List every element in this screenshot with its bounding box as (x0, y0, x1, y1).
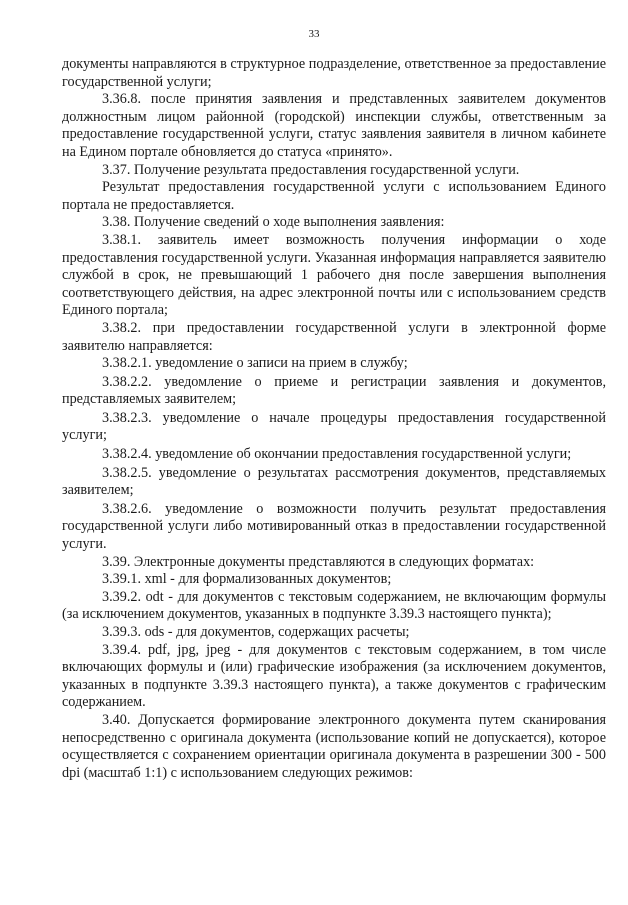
paragraph-3-38: 3.38. Получение сведений о ходе выполнения заявления: (102, 214, 445, 231)
page-body (62, 56, 606, 782)
paragraph-3-39-4: 3.39.4. pdf, jpg, jpeg - для документов с текстовым содержанием, в том числе включающих формулы и (или) графические изображения (за исключением документов, указанных в подпункте 3.39.3 настоящего пункта), а также документов с графическим содержанием. (62, 641, 606, 711)
paragraph-3-38-2-1: 3.38.2.1. уведомление о записи на прием в службу; (102, 355, 408, 372)
paragraph-3-38-2-4: 3.38.2.4. уведомление об окончании предоставления государственной услуги; (102, 446, 572, 463)
paragraph-3-38-2: 3.38.2. при предоставлении государственной услуги в электронной форме заявителю направляется: (62, 319, 606, 354)
paragraph-3-39-2: 3.39.2. odt - для документов с текстовым содержанием, не включающим формулы (за исключением документов, указанных в подпункте 3.39.3 настоящего пункта); (62, 588, 606, 623)
paragraph-3-38-2-2: 3.38.2.2. уведомление о приеме и регистрации заявления и документов, представляемых заявителем; (62, 373, 606, 408)
paragraph-3-40: 3.40. Допускается формирование электронного документа путем сканирования непосредственно с оригинала документа (использование копий не допускается), которое осуществляется с сохранением ориентации оригинала документа в разрешении 300 - 500 dpi (масштаб 1:1) с использованием следующих режимов: (62, 711, 606, 781)
paragraph-result: Результат предоставления государственной услуги с использованием Единого портала не предоставляется. (62, 179, 606, 213)
paragraph-3-37: 3.37. Получение результата предоставления государственной услуги. (102, 161, 520, 178)
paragraph: документы направляются в структурное подразделение, ответственное за предоставление государственной услуги; (62, 56, 606, 90)
paragraph-3-38-2-6: 3.38.2.6. уведомление о возможности получить результат предоставления государственной услуги либо мотивированный отказ в предоставлении государственной услуги. (62, 500, 606, 553)
page-number: 33 (308, 28, 320, 40)
paragraph-3-39-1: 3.39.1. xml - для формализованных документов; (102, 571, 392, 588)
paragraph-3-38-2-5: 3.38.2.5. уведомление о результатах рассмотрения документов, представляемых заявителем; (62, 464, 606, 499)
paragraph-3-39-3: 3.39.3. ods - для документов, содержащих расчеты; (102, 624, 410, 640)
paragraph-3-38-1: 3.38.1. заявитель имеет возможность получения информации о ходе предоставления государственной услуги. Указанная информация направляется заявителю службой в срок, не превышающий 1 рабочего дня после завершения выполнения соответствующего действия, на адрес электронной почты или с использованием средств Единого портала; (62, 231, 606, 319)
paragraph-3-36-8: 3.36.8. после принятия заявления и представленных заявителем документов должностным лицом районной (городской) инспекции службы, ответственным за предоставление государственной услуги, статус заявления заявителя в личном кабинете на Едином портале обновляется до статуса «принято». (62, 91, 606, 160)
paragraph-3-39: 3.39. Электронные документы представляются в следующих форматах: (102, 553, 535, 570)
paragraph-3-38-2-3: 3.38.2.3. уведомление о начале процедуры предоставления государственной услуги; (62, 409, 606, 444)
